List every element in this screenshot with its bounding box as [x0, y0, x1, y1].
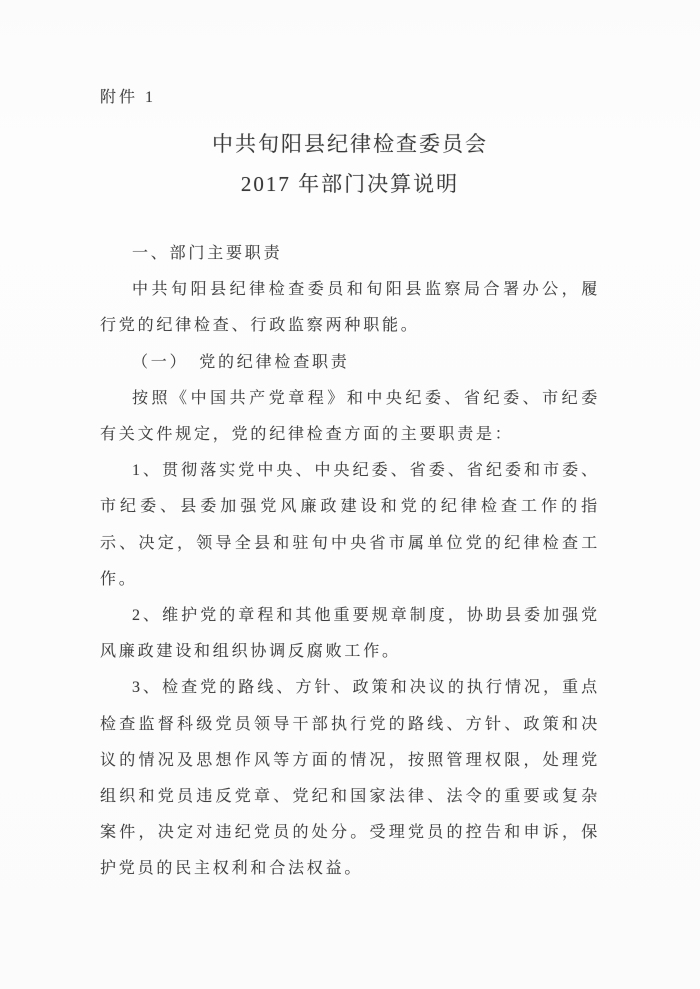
document-body — [100, 236, 600, 888]
paragraph-duty-3: 3、检查党的路线、方针、政策和决议的执行情况，重点检查监督科级党员领导干部执行党的路线、方针、政策和决议的情况及思想作风等方面的情况，按照管理权限，处理党组织和党员违反党章、党纪和国家法律、法令的重要或复杂案件，决定对违纪党员的处分。受理党员的控告和申诉，保护党员的民主权利和合法权益。 — [100, 679, 600, 878]
document-title-line2: 2017 年部门决算说明 — [240, 172, 460, 196]
document-title-line1: 中共旬阳县纪律检查委员会 — [212, 132, 488, 156]
attachment-label: 附件 1 — [100, 89, 157, 106]
paragraph-joint-office: 中共旬阳县纪律检查委员和旬阳县监察局合署办公，履行党的纪律检查、行政监察两种职能。 — [100, 281, 600, 335]
document-title-block — [100, 124, 600, 204]
section-heading-main-duties: 一、部门主要职责 — [132, 245, 283, 262]
paragraph-duty-1: 1、贯彻落实党中央、中央纪委、省委、省纪委和市委、市纪委、县委加强党风廉政建设和党的纪律检查工作的指示、决定，领导全县和驻旬中央省市属单位党的纪律检查工作。 — [100, 462, 600, 588]
paragraph-duty-2: 2、维护党的章程和其他重要规章制度，协助县委加强党风廉政建设和组织协调反腐败工作。 — [100, 607, 600, 661]
paragraph-duties-intro: 按照《中国共产党章程》和中央纪委、省纪委、市纪委有关文件规定，党的纪律检查方面的主要职责是： — [100, 389, 600, 444]
sub-heading-party-discipline-duties: （一） 党的纪律检查职责 — [132, 353, 350, 371]
